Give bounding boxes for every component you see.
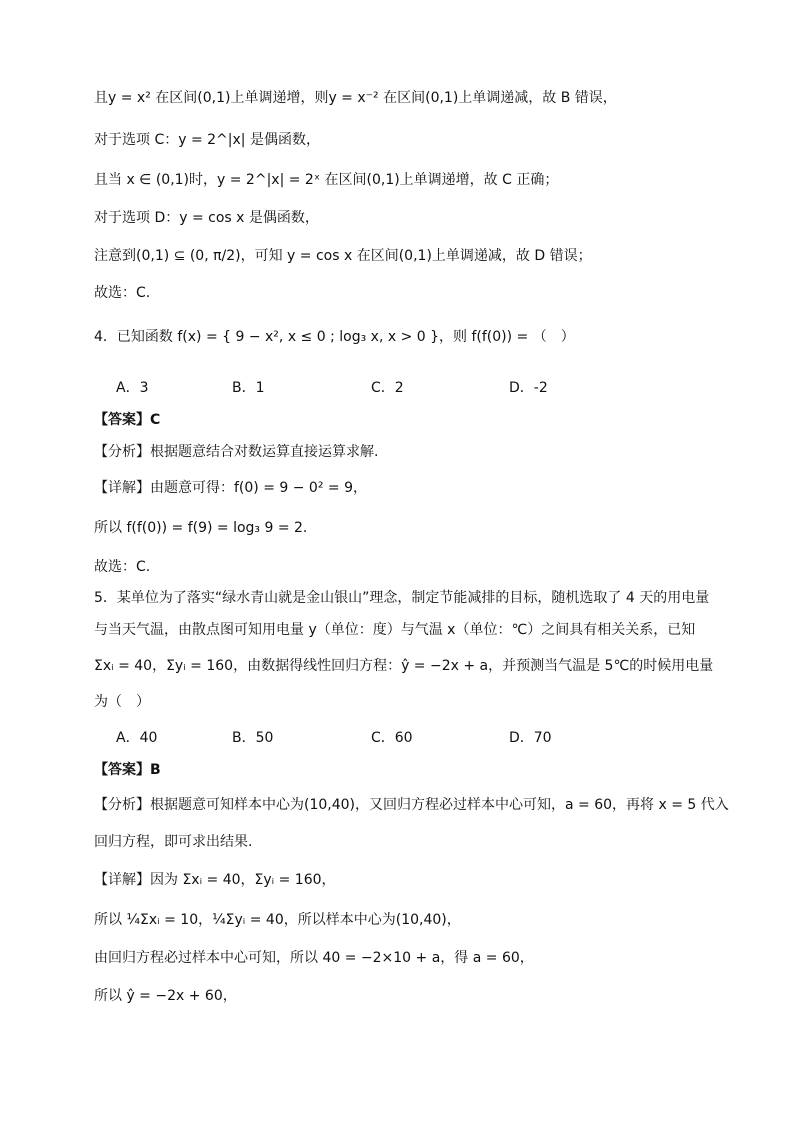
text-line: 且当 x ∈ (0,1)时，y = 2^|x| = 2ˣ 在区间(0,1)上单调递增，故 C 正确； bbox=[94, 172, 559, 188]
option-a: A．40 bbox=[116, 730, 158, 746]
detail-line: 【详解】由题意可得：f(0) = 9 − 0² = 9， bbox=[94, 480, 367, 496]
text-line: 为（ ） bbox=[94, 694, 150, 710]
option-b: B．50 bbox=[232, 730, 274, 746]
text-line: 回归方程，即可求出结果. bbox=[94, 834, 253, 850]
question-5: 5．某单位为了落实“绿水青山就是金山银山”理念，制定节能减排的目标，随机选取了 4 天的用电量 bbox=[94, 590, 710, 606]
text-line: 由回归方程必过样本中心可知，所以 40 = −2×10 + a，得 a = 60， bbox=[94, 950, 534, 966]
text-line: 对于选项 C：y = 2^|x| 是偶函数， bbox=[94, 132, 320, 148]
option-a: A．3 bbox=[116, 380, 149, 396]
option-d: D．70 bbox=[509, 730, 552, 746]
text-line: 且y = x² 在区间(0,1)上单调递增，则y = x⁻² 在区间(0,1)上单调递减，故 B 错误， bbox=[94, 90, 617, 106]
text-line: 所以 ¼Σxᵢ = 10，¼Σyᵢ = 40，所以样本中心为(10,40)， bbox=[94, 912, 461, 928]
question-4: 4．已知函数 f(x) = { 9 − x², x ≤ 0 ; log₃ x, x > 0 }，则 f(f(0)) = （ ） bbox=[94, 329, 575, 345]
option-b: B．1 bbox=[232, 380, 265, 396]
text-line: 所以 f(f(0)) = f(9) = log₃ 9 = 2. bbox=[94, 520, 308, 536]
text-line: 所以 ŷ = −2x + 60， bbox=[94, 988, 237, 1004]
answer-label: 【答案】C bbox=[94, 412, 161, 428]
text-line: 与当天气温，由散点图可知用电量 y（单位：度）与气温 x（单位：℃）之间具有相关关系，已知 bbox=[94, 622, 696, 638]
text-line: 对于选项 D：y = cos x 是偶函数， bbox=[94, 210, 319, 226]
text-line: Σxᵢ = 40，Σyᵢ = 160，由数据得线性回归方程：ŷ = −2x + a，并预测当气温是 5℃的时候用电量 bbox=[94, 658, 714, 674]
text-line: 故选：C. bbox=[94, 559, 151, 575]
text-line: 故选：C. bbox=[94, 285, 151, 301]
option-d: D．-2 bbox=[509, 380, 548, 396]
analysis-line: 【分析】根据题意结合对数运算直接运算求解. bbox=[94, 444, 379, 460]
text-line: 注意到(0,1) ⊆ (0, π/2)，可知 y = cos x 在区间(0,1)上单调递减，故 D 错误； bbox=[94, 248, 592, 264]
answer-label: 【答案】B bbox=[94, 762, 161, 778]
detail-line: 【详解】因为 Σxᵢ = 40，Σyᵢ = 160， bbox=[94, 872, 336, 888]
analysis-line: 【分析】根据题意可知样本中心为(10,40)，又回归方程必过样本中心可知，a = 60，再将 x = 5 代入 bbox=[94, 797, 729, 813]
option-c: C．60 bbox=[371, 730, 413, 746]
option-c: C．2 bbox=[371, 380, 404, 396]
